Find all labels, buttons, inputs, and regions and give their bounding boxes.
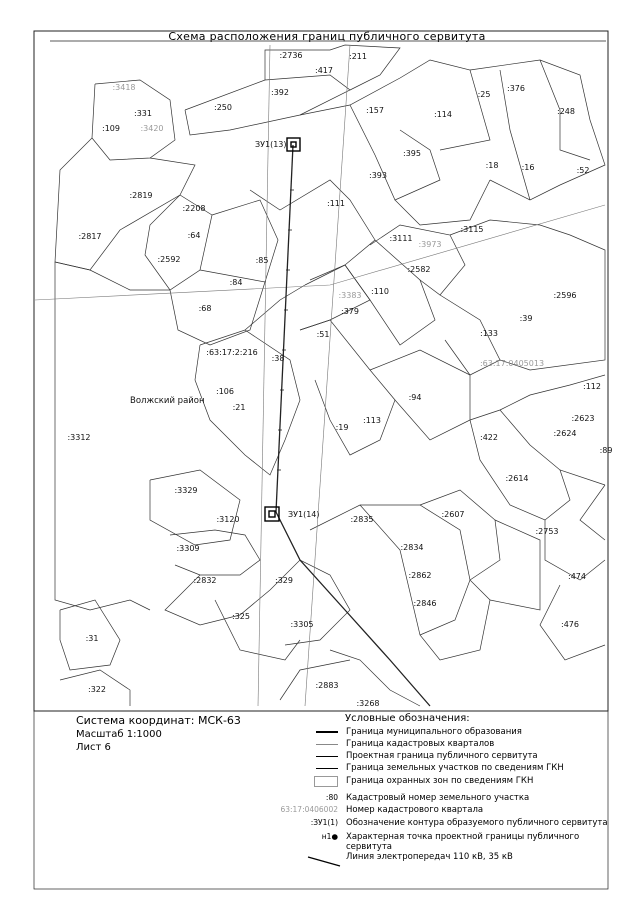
parcel-label: :3418	[112, 83, 136, 92]
legend-item	[268, 776, 608, 788]
legend-item	[268, 818, 608, 830]
parcel-label: :111	[327, 199, 345, 208]
parcel-label: :19	[335, 423, 349, 432]
parcel-label: :248	[557, 107, 575, 116]
parcel-label: :2883	[315, 681, 339, 690]
legend-item	[268, 832, 608, 852]
parcel-label: :379	[341, 307, 359, 316]
outer-frame	[34, 31, 608, 711]
legend-text: Проектная граница публичного сервитута	[346, 751, 538, 761]
legend-text: Граница муниципального образования	[346, 727, 522, 737]
legend-text: Обозначение контура образуемого публичного сервитута	[346, 818, 608, 828]
parcel-label: :2834	[400, 543, 424, 552]
parcel-label: :329	[275, 576, 293, 585]
parcel-label: :21	[232, 403, 246, 412]
parcel-label: :331	[134, 109, 152, 118]
parcel-label: :31	[85, 634, 99, 643]
legend-symbol	[268, 793, 342, 805]
parcel-label: :38	[271, 354, 285, 363]
parcel-label: :2753	[535, 527, 559, 536]
legend-text: Линия электропередач 110 кВ, 35 кВ	[346, 852, 513, 862]
parcel-label: :16	[521, 163, 535, 172]
parcel-label: :417	[315, 66, 333, 75]
parcel-label: :113	[363, 416, 381, 425]
parcel-label: :393	[369, 171, 387, 180]
coordinate-system: Система координат: МСК-63	[76, 714, 241, 727]
parcel-label: :133	[480, 329, 498, 338]
parcel-label: :18	[485, 161, 499, 170]
parcel-label: :52	[576, 166, 590, 175]
legend-sample: 63:17:0406002	[280, 805, 338, 814]
parcel-label: :3309	[176, 544, 200, 553]
parcel-label: :3383	[338, 291, 362, 300]
legend-text: Кадастровый номер земельного участка	[346, 793, 530, 803]
parcel-label: :3305	[290, 620, 314, 629]
parcel-label: :476	[561, 620, 579, 629]
servitude-contour-13	[287, 138, 300, 151]
parcel-label: :2624	[553, 429, 577, 438]
parcel-label: :68	[198, 304, 212, 313]
parcel-label: :25	[477, 90, 491, 99]
parcel-label: :2623	[571, 414, 595, 423]
parcel-label: :157	[366, 106, 384, 115]
parcel-label: :112	[583, 382, 601, 391]
map-title: Схема расположения границ публичного сервитута	[168, 30, 486, 43]
legend-symbol	[268, 818, 342, 830]
parcel-label: :2862	[408, 571, 432, 580]
parcel-label: :2592	[157, 255, 181, 264]
parcel-label: :114	[434, 110, 452, 119]
quarter-boundaries	[35, 45, 605, 706]
parcel-label: :392	[271, 88, 289, 97]
legend-item	[268, 751, 608, 763]
legend-symbol	[268, 751, 342, 763]
servitude-label-13: ЗУ1(13)	[255, 140, 287, 149]
legend-sample: :ЗУ1(1)	[310, 818, 338, 827]
legend-sample: н1●	[321, 832, 338, 841]
parcel-label: :110	[371, 287, 389, 296]
parcel-label: :2607	[441, 510, 465, 519]
legend-text: Граница охранных зон по сведениям ГКН	[346, 776, 534, 786]
servitude-label-14: ЗУ1(14)	[288, 510, 320, 519]
parcel-label: :376	[507, 84, 525, 93]
legend-symbol	[268, 832, 342, 844]
legend-item	[268, 852, 608, 864]
parcel-label: :325	[232, 612, 250, 621]
legend-item	[268, 793, 608, 805]
parcel-label: :422	[480, 433, 498, 442]
parcel-label: :2596	[553, 291, 577, 300]
parcel-label: :250	[214, 103, 232, 112]
parcel-label: :3111	[389, 234, 413, 243]
parcel-boundaries	[55, 45, 605, 706]
legend-symbol	[268, 739, 342, 751]
legend-title: Условные обозначения:	[345, 713, 470, 724]
legend-item	[268, 727, 608, 739]
parcel-label: :3120	[216, 515, 240, 524]
legend-item	[268, 763, 608, 775]
legend-symbol	[268, 776, 342, 788]
legend-symbol	[268, 727, 342, 739]
parcel-label: :84	[229, 278, 243, 287]
parcel-label: :3420	[140, 124, 164, 133]
parcel-label: :2819	[129, 191, 153, 200]
parcel-label: :2832	[193, 576, 217, 585]
parcel-label: :85	[255, 256, 269, 265]
parcel-label: :94	[408, 393, 422, 402]
parcel-label: :63:17:0405013	[479, 359, 545, 368]
legend-text: Граница кадастровых кварталов	[346, 739, 495, 749]
parcel-label: :2835	[350, 515, 374, 524]
parcel-label: :2736	[279, 51, 303, 60]
parcel-label: :2614	[505, 474, 529, 483]
parcel-label: :474	[568, 572, 586, 581]
legend-text: Характерная точка проектной границы публичного сервитута	[346, 832, 580, 852]
sheet-number: Лист 6	[76, 742, 111, 753]
legend-symbol	[268, 805, 342, 817]
legend-text: Номер кадастрового квартала	[346, 805, 484, 815]
parcel-label: :2582	[407, 265, 431, 274]
parcel-label: :3329	[174, 486, 198, 495]
district-label: Волжский район	[130, 396, 205, 406]
parcel-label: :51	[316, 330, 330, 339]
parcel-label: :109	[102, 124, 120, 133]
legend-sample: :80	[325, 793, 338, 802]
parcel-label: :63:17:2:216	[206, 348, 258, 357]
parcel-label: :395	[403, 149, 421, 158]
parcel-label: :2817	[78, 232, 102, 241]
parcel-label: :39	[519, 314, 533, 323]
parcel-label: :211	[349, 52, 367, 61]
parcel-label: :3115	[460, 225, 484, 234]
parcel-label: :89	[599, 446, 613, 455]
legend-symbol	[268, 852, 342, 864]
legend-item	[268, 739, 608, 751]
map-scale: Масштаб 1:1000	[76, 729, 162, 740]
parcel-label: :3973	[418, 240, 442, 249]
parcel-label: :2846	[413, 599, 437, 608]
parcel-label: :3268	[356, 699, 380, 708]
parcel-label: :2208	[182, 204, 206, 213]
parcel-label: :3312	[67, 433, 91, 442]
legend-item	[268, 805, 608, 817]
parcel-label: :322	[88, 685, 106, 694]
parcel-label: :64	[187, 231, 201, 240]
powerline-symbol	[268, 855, 342, 867]
legend-symbol	[268, 763, 342, 775]
parcel-label: :106	[216, 387, 234, 396]
legend-text: Граница земельных участков по сведениям ГКН	[346, 763, 564, 773]
